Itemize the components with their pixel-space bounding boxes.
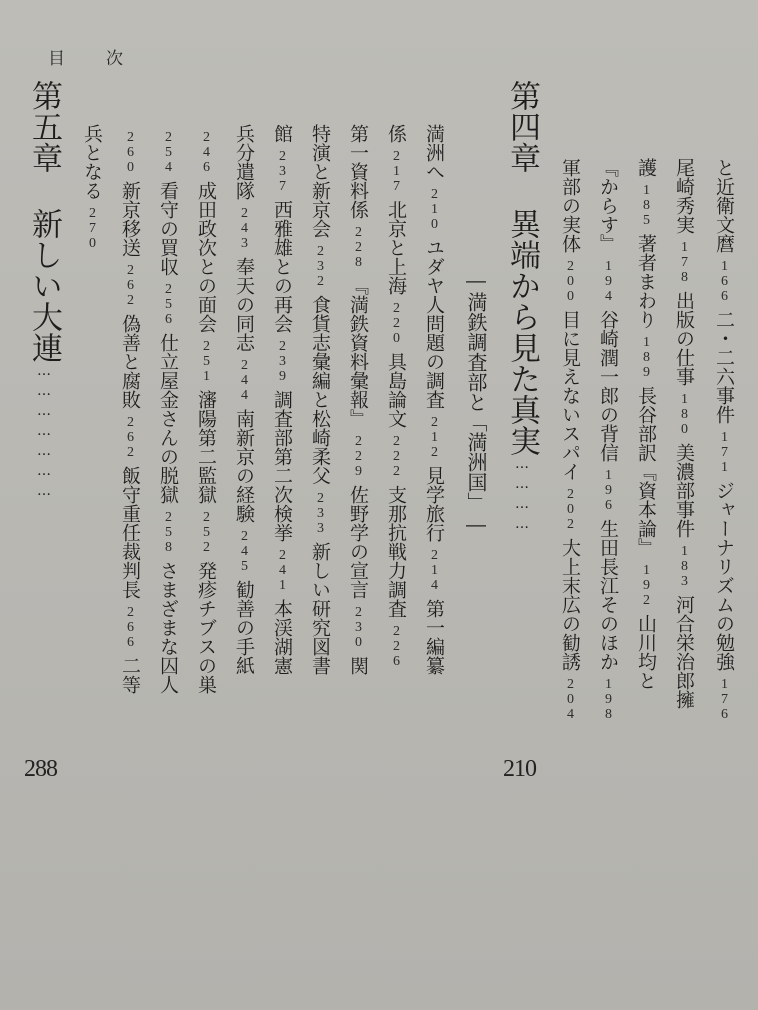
chapter-title: 新しい大連 [26, 208, 62, 363]
entry-title: 見学旅行 [423, 466, 445, 542]
entry-title: 兵分遣隊 [233, 124, 255, 200]
page-number: 256 [161, 282, 176, 327]
entry-title: 特演と新京会 [309, 124, 331, 238]
toc-line [270, 124, 294, 804]
entry-title: 第一編纂 [423, 599, 445, 675]
page-number: 251 [199, 339, 214, 384]
page-number: 196 [601, 468, 616, 513]
entry-title: 兵となる [81, 124, 103, 200]
page-number: 226 [389, 624, 404, 669]
entry-title: 目に見えないスパイ [559, 310, 581, 481]
entry-title: ジャーナリズムの勉強 [713, 481, 735, 671]
entry-title: 護 [635, 158, 657, 177]
page-number: 230 [351, 605, 366, 650]
chapter-number: 第五章 [26, 80, 62, 173]
page-number: 204 [563, 677, 578, 722]
entry-title: 看守の買収 [157, 181, 179, 276]
page-number: 166 [717, 259, 732, 304]
page-number: 241 [275, 548, 290, 593]
toc-line [596, 158, 620, 838]
page-number: 194 [601, 259, 616, 304]
chapter-4-heading [504, 80, 540, 750]
page-number: 239 [275, 339, 290, 384]
entry-title: 偽善と腐敗 [119, 314, 141, 409]
leader-dots: ………………… [36, 363, 52, 503]
entry-title: 満洲へ [423, 124, 445, 181]
entry-title: 『満鉄資料彙報』 [347, 276, 369, 428]
page-number: 217 [389, 149, 404, 194]
entry-title: 佐野学の宣言 [347, 485, 369, 599]
entry-title: 谷崎潤一郎の背信 [597, 310, 619, 462]
page-number: 266 [123, 605, 138, 650]
entry-title: 調査部第二次検挙 [271, 390, 293, 542]
entry-title: 南新京の経験 [233, 409, 255, 523]
entry-title: 仕立屋金さんの脱獄 [157, 333, 179, 504]
page-number: 232 [313, 244, 328, 289]
entry-title: 美濃部事件 [673, 443, 695, 538]
page-number: 237 [275, 149, 290, 194]
page-number: 200 [563, 259, 578, 304]
toc-line [558, 158, 582, 838]
entry-title: 支那抗戦力調査 [385, 485, 407, 618]
page-number: 214 [427, 548, 442, 593]
entry-title: 瀋陽第二監獄 [195, 390, 217, 504]
running-head-char-2: 次 [106, 49, 123, 69]
toc-line [308, 124, 332, 804]
page-number: 171 [717, 430, 732, 475]
toc-line [118, 124, 142, 804]
toc-line [384, 124, 408, 804]
entry-title: 山川均と [635, 614, 657, 690]
entry-title: 出版の仕事 [673, 291, 695, 386]
entry-title: と近衛文麿 [713, 158, 735, 253]
entry-title: 勧善の手紙 [233, 580, 255, 675]
entry-title: 第一資料係 [347, 124, 369, 219]
entry-title: 長谷部訳『資本論』 [635, 386, 657, 557]
toc-line [232, 124, 256, 804]
page-number: 222 [389, 434, 404, 479]
page-number: 183 [677, 544, 692, 589]
entry-title: 二等 [119, 656, 141, 694]
entry-title: 北京と上海 [385, 200, 407, 295]
toc-line [422, 124, 446, 804]
page-number: 252 [199, 510, 214, 555]
entry-title: 『からす』 [597, 158, 619, 253]
entry-title: 奉天の同志 [233, 257, 255, 352]
page-number: 243 [237, 206, 252, 251]
page-number: 178 [677, 240, 692, 285]
page-number: 245 [237, 529, 252, 574]
toc-line [346, 124, 370, 804]
page-number: 270 [85, 206, 100, 251]
entry-title: 新京移送 [119, 181, 141, 257]
entry-title: 具島論文 [385, 352, 407, 428]
page-number: 228 [351, 225, 366, 270]
entry-title: 関 [347, 656, 369, 675]
chapter-4-subtitle: ―満鉄調査部と「満洲国」― [464, 268, 488, 536]
entry-title: ユダヤ人問題の調査 [423, 238, 445, 409]
chapter-number: 第四章 [504, 80, 540, 173]
page-number: 192 [639, 563, 654, 608]
page-number: 176 [717, 677, 732, 722]
toc-line [156, 124, 180, 804]
page-number: 233 [313, 491, 328, 536]
toc-line [672, 158, 696, 838]
page-number: 212 [427, 415, 442, 460]
entry-title: 大上末広の勧誘 [559, 538, 581, 671]
chapter-4-page: 210 [503, 756, 536, 782]
page-number: 220 [389, 301, 404, 346]
entry-title: 生田長江そのほか [597, 519, 619, 671]
page-number: 262 [123, 263, 138, 308]
entry-title: さまざまな囚人 [157, 561, 179, 694]
toc-line [712, 158, 736, 838]
page-number: 189 [639, 335, 654, 380]
page-number: 202 [563, 487, 578, 532]
page-number: 258 [161, 510, 176, 555]
page-number: 180 [677, 392, 692, 437]
chapter-5-page: 288 [24, 756, 57, 782]
entry-title: 本渓湖憲 [271, 599, 293, 675]
entry-title: 飯守重任裁判長 [119, 466, 141, 599]
page-number: 244 [237, 358, 252, 403]
entry-title: 西雅雄との再会 [271, 200, 293, 333]
page-number: 210 [427, 187, 442, 232]
page-number: 185 [639, 183, 654, 228]
entry-title: 軍部の実体 [559, 158, 581, 253]
page-number: 229 [351, 434, 366, 479]
chapter-title: 異端から見た真実 [504, 208, 540, 456]
page-number: 262 [123, 415, 138, 460]
entry-title: 著者まわり [635, 234, 657, 329]
running-head-char-1: 目 [48, 49, 65, 69]
page-number: 198 [601, 677, 616, 722]
toc-line [634, 158, 658, 838]
leader-dots: ………… [514, 456, 530, 536]
entry-title: 食貨志彙編と松崎柔父 [309, 295, 331, 485]
entry-title: 尾崎秀実 [673, 158, 695, 234]
page-number: 246 [199, 130, 214, 175]
toc-line [80, 124, 104, 804]
entry-title: 新しい研究図書 [309, 542, 331, 675]
entry-title: 二・二六事件 [713, 310, 735, 424]
toc-line [194, 124, 218, 804]
running-head [44, 44, 144, 68]
entry-title: 発疹チブスの巣 [195, 561, 217, 694]
entry-title: 河合栄治郎擁 [673, 595, 695, 709]
entry-title: 館 [271, 124, 293, 143]
page-number: 254 [161, 130, 176, 175]
page-number: 260 [123, 130, 138, 175]
chapter-5-heading [26, 80, 62, 750]
entry-title: 係 [385, 124, 407, 143]
entry-title: 成田政次との面会 [195, 181, 217, 333]
